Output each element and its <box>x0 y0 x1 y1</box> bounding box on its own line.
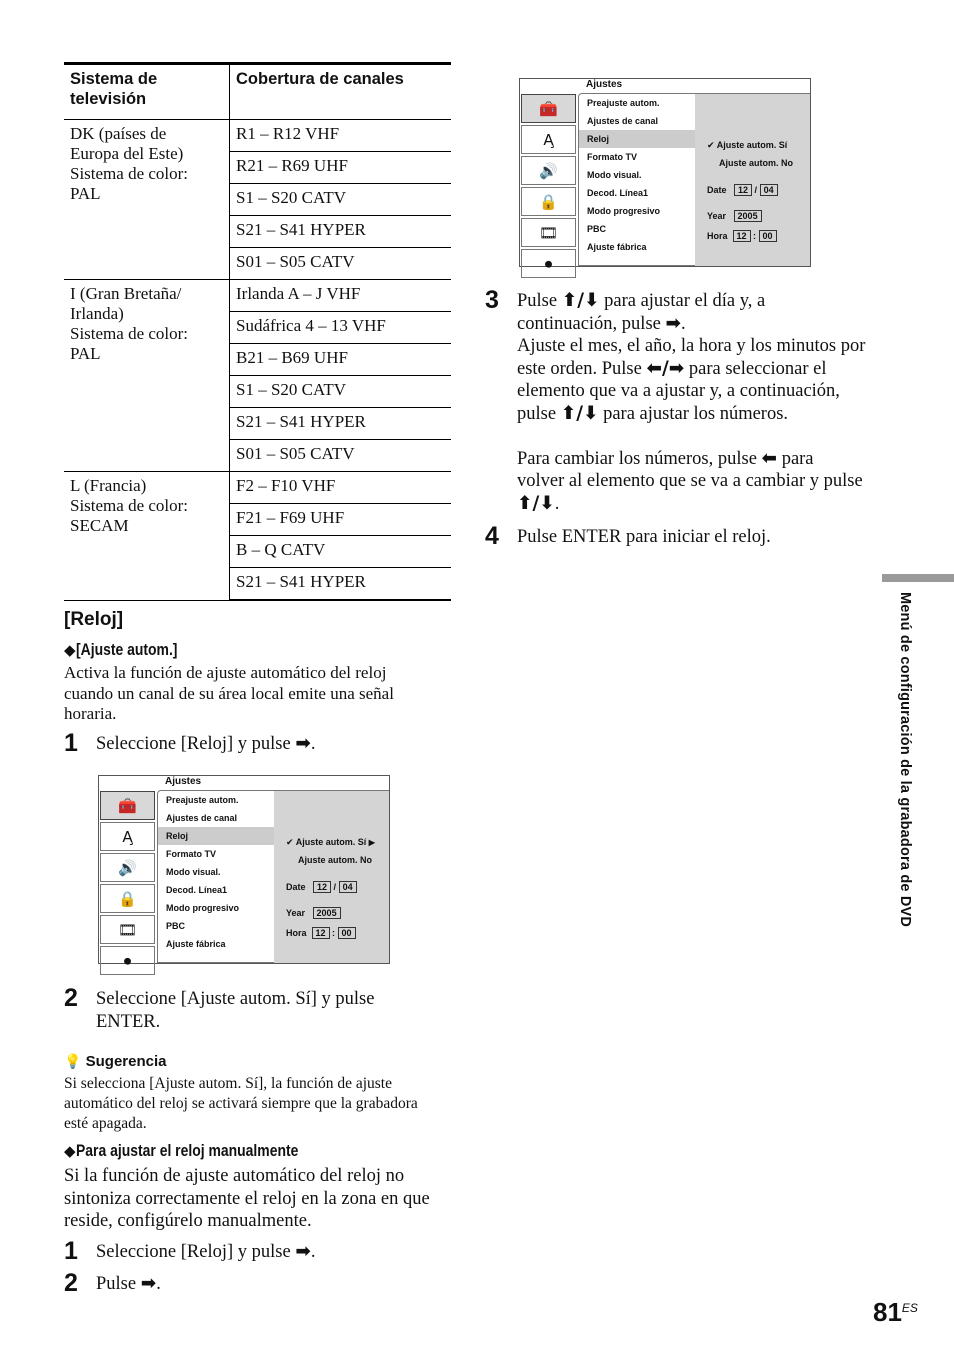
step2-text <box>96 988 374 1033</box>
arrow-right-small-icon: ▶ <box>368 838 375 847</box>
menu-item[interactable]: PBC <box>166 921 186 931</box>
option-si[interactable] <box>707 140 787 151</box>
arrow-right-icon: ➡ <box>295 1241 311 1262</box>
step-number: 1 <box>64 1237 78 1265</box>
hora-label: Hora <box>286 928 307 938</box>
arrow-right-icon: ➡ <box>140 1273 157 1294</box>
channel-cell: S1 – S20 CATV <box>230 376 452 408</box>
arrow-up-down-icon: ⬆/⬇ <box>560 402 599 424</box>
arrow-left-icon: ⬅ <box>761 447 778 469</box>
hour-field[interactable]: 12 <box>312 927 330 939</box>
text-line: Seleccione [Ajuste autom. Sí] y pulse <box>96 989 375 1009</box>
menu-item[interactable]: Modo progresivo <box>587 206 661 216</box>
text-line: elemento que va a ajustar y, a continuación, <box>517 381 840 401</box>
system-cell <box>64 280 230 472</box>
date-row: Date 12 / 04 <box>286 881 357 893</box>
menu-item[interactable]: Ajustes de canal <box>587 116 659 126</box>
table-row <box>64 280 451 312</box>
year-row <box>707 210 762 222</box>
film-icon[interactable]: 🎞 <box>521 218 576 247</box>
arrow-right-icon: ➡ <box>665 312 681 334</box>
step2b-label: Pulse <box>96 1274 141 1294</box>
disc-icon[interactable]: ⏺ <box>100 946 155 975</box>
system-line: Sistema de color: <box>70 496 189 515</box>
step1b-label: Seleccione [Reloj] y pulse <box>96 1242 296 1262</box>
text-line: volver al elemento que se va a cambiar y pulse <box>517 471 863 491</box>
subheading-manual-text: Para ajustar el reloj manualmente <box>75 1141 298 1160</box>
system-line: I (Gran Bretaña/ <box>70 284 182 303</box>
step-number: 1 <box>64 729 78 757</box>
tip-body <box>64 1074 454 1134</box>
side-tab-text: Menú de configuración de la grabadora de DVD <box>897 592 913 928</box>
settings-menu-screen <box>519 78 811 273</box>
hora-label: Hora <box>707 231 728 241</box>
option-si[interactable] <box>286 837 375 848</box>
menu-list <box>157 790 275 963</box>
step2b-text: Pulse ➡. <box>96 1273 161 1294</box>
text-line: sintoniza correctamente el reloj en la zona en que <box>64 1188 430 1209</box>
system-line: L (Francia) <box>70 476 147 495</box>
language-icon[interactable]: A̧ <box>521 125 576 154</box>
toolbox-icon[interactable]: 🧰 <box>100 791 155 820</box>
page-number-value: 81 <box>873 1297 902 1327</box>
settings-menu-screen <box>98 775 390 970</box>
menu-item[interactable]: Ajustes de canal <box>166 813 238 823</box>
system-cell <box>64 120 230 280</box>
arrow-left-right-icon: ⬅/➡ <box>646 357 685 379</box>
channel-cell: S21 – S41 HYPER <box>230 408 452 440</box>
arrow-right-icon: ➡ <box>295 733 311 754</box>
check-icon: ✔ <box>286 838 294 848</box>
subheading-manual <box>64 1141 347 1161</box>
side-tab-label <box>895 592 915 952</box>
step-number: 2 <box>64 984 78 1012</box>
speaker-icon[interactable]: 🔊 <box>100 853 155 882</box>
tip-title: Sugerencia <box>85 1053 167 1070</box>
diamond-icon: ◆ <box>64 1143 76 1160</box>
channel-cell: R21 – R69 UHF <box>230 152 452 184</box>
text-line: cuando un canal de su área local emite una señal <box>64 683 394 703</box>
hora-row: Hora 12 : 00 <box>286 927 356 939</box>
option-si-label: Ajuste autom. Sí <box>295 837 367 847</box>
step3-text: Pulse ⬆/⬇ para ajustar el día y, a continuación, pulse ➡. Ajuste el mes, el año, la hora y los minutos por este orden. Pulse ⬅/➡ para seleccionar el elemento que va a ajustar y, a continuación, pulse ⬆/⬇ para ajustar los números. Para cambiar los números, pulse ⬅ para volver al elemento que se va a cambiar y pulse ⬆/⬇. <box>517 290 877 515</box>
option-si-label: Ajuste autom. Sí <box>716 140 788 150</box>
text-fragment: pulse <box>517 403 561 424</box>
diamond-icon: ◆ <box>64 642 76 659</box>
month-field[interactable]: 04 <box>760 184 778 196</box>
date-label: Date <box>286 882 306 892</box>
system-line: Irlanda) <box>70 304 124 323</box>
channel-cell: Sudáfrica 4 – 13 VHF <box>230 312 452 344</box>
text-fragment: este orden. Pulse <box>517 358 647 379</box>
day-field[interactable]: 12 <box>734 184 752 196</box>
film-icon[interactable]: 🎞 <box>100 915 155 944</box>
table-header-channels: Cobertura de canales <box>230 64 452 120</box>
speaker-icon[interactable]: 🔊 <box>521 156 576 185</box>
lightbulb-icon: 💡 <box>64 1054 82 1070</box>
menu-item[interactable]: Preajuste autom. <box>166 795 239 805</box>
year-row <box>286 907 341 919</box>
hora-row: Hora 12 : 00 <box>707 230 777 242</box>
channel-cell: S21 – S41 HYPER <box>230 568 452 601</box>
step-number: 4 <box>485 522 499 550</box>
text-fragment: para ajustar los números. <box>598 403 789 424</box>
hour-field[interactable]: 12 <box>733 230 751 242</box>
arrow-up-down-icon: ⬆/⬇ <box>517 492 555 514</box>
ajuste-body <box>64 663 454 725</box>
channel-cell: S21 – S41 HYPER <box>230 216 452 248</box>
day-field[interactable]: 12 <box>313 881 331 893</box>
channel-cell: Irlanda A – J VHF <box>230 280 452 312</box>
menu-item[interactable]: Reloj <box>579 130 695 148</box>
language-icon[interactable]: A̧ <box>100 822 155 851</box>
text-line: Ajuste el mes, el año, la hora y los minutos por <box>517 336 866 356</box>
toolbox-icon[interactable]: 🧰 <box>521 94 576 123</box>
text-line: horaria. <box>64 704 117 723</box>
step1-label: Seleccione [Reloj] y pulse <box>96 734 296 754</box>
date-label: Date <box>707 185 727 195</box>
channel-cell: F21 – F69 UHF <box>230 504 452 536</box>
lock-icon[interactable]: 🔒 <box>521 187 576 216</box>
system-line: Sistema de color: <box>70 164 189 183</box>
system-line: PAL <box>70 344 101 363</box>
channel-table <box>64 62 451 601</box>
system-line: Sistema de color: <box>70 324 189 343</box>
section-heading-reloj: [Reloj] <box>64 609 124 630</box>
menu-icon-column <box>100 791 155 977</box>
menu-list <box>578 93 696 266</box>
text-fragment: continuación, pulse <box>517 313 666 334</box>
menu-item[interactable]: Modo visual. <box>166 867 221 877</box>
menu-item[interactable]: PBC <box>587 224 607 234</box>
text-fragment: para ajustar el día y, a <box>599 291 766 311</box>
lock-icon[interactable]: 🔒 <box>100 884 155 913</box>
channel-cell: S1 – S20 CATV <box>230 184 452 216</box>
text-line: Si selecciona [Ajuste autom. Sí], la función de ajuste <box>64 1075 392 1092</box>
system-line: DK (países de <box>70 124 167 143</box>
menu-item[interactable]: Decod. Línea1 <box>587 188 649 198</box>
menu-item[interactable]: Formato TV <box>587 152 638 162</box>
channel-cell: S01 – S05 CATV <box>230 440 452 472</box>
table-header-system: Sistema de televisión <box>64 64 230 120</box>
menu-icon-column <box>521 94 576 280</box>
menu-item[interactable]: Modo progresivo <box>166 903 240 913</box>
menu-item[interactable]: Modo visual. <box>587 170 642 180</box>
step1-text: Seleccione [Reloj] y pulse ➡. <box>96 733 316 754</box>
channel-cell: F2 – F10 VHF <box>230 472 452 504</box>
channel-cell: R1 – R12 VHF <box>230 120 452 152</box>
arrow-up-down-icon: ⬆/⬇ <box>561 290 600 311</box>
manual-body <box>64 1165 464 1233</box>
step-number: 3 <box>485 286 499 314</box>
menu-item[interactable]: Preajuste autom. <box>587 98 660 108</box>
page-number <box>873 1297 918 1328</box>
menu-title: Ajustes <box>586 79 623 90</box>
text-fragment: Para cambiar los números, pulse <box>517 448 762 469</box>
year-field[interactable]: 2005 <box>734 210 762 222</box>
system-line: SECAM <box>70 516 129 535</box>
tip-heading <box>64 1053 166 1070</box>
subheading-ajuste-text: [Ajuste autom.] <box>75 640 178 659</box>
check-icon: ✔ <box>707 141 715 151</box>
text-fragment: para <box>777 448 814 469</box>
menu-options-panel <box>695 93 810 266</box>
option-no[interactable]: Ajuste autom. No <box>298 855 373 865</box>
menu-item[interactable]: Decod. Línea1 <box>166 885 228 895</box>
table-row <box>64 472 451 504</box>
menu-options-panel <box>274 790 389 963</box>
text-line: automático del reloj se activará siempre que la grabadora <box>64 1095 418 1112</box>
side-tab-bar <box>882 574 954 582</box>
menu-title: Ajustes <box>165 776 202 787</box>
date-row: Date 12 / 04 <box>707 184 778 196</box>
year-label: Year <box>286 908 306 918</box>
menu-item[interactable]: Ajuste fábrica <box>587 242 647 252</box>
subheading-ajuste-autom <box>64 640 199 660</box>
step1b-text: Seleccione [Reloj] y pulse ➡. <box>96 1241 316 1262</box>
step4-text: Pulse ENTER para iniciar el reloj. <box>517 527 771 547</box>
menu-item[interactable]: Reloj <box>158 827 274 845</box>
text-line: reside, configúrelo manualmente. <box>64 1211 312 1231</box>
text-line: Activa la función de ajuste automático del reloj <box>64 663 387 682</box>
option-no[interactable]: Ajuste autom. No <box>719 158 794 168</box>
system-line: Europa del Este) <box>70 144 184 163</box>
year-label: Year <box>707 211 727 221</box>
channel-cell: B21 – B69 UHF <box>230 344 452 376</box>
channel-cell: S01 – S05 CATV <box>230 248 452 280</box>
menu-item[interactable]: Formato TV <box>166 849 217 859</box>
channel-cell: B – Q CATV <box>230 536 452 568</box>
month-field[interactable]: 04 <box>339 881 357 893</box>
minute-field[interactable]: 00 <box>338 927 356 939</box>
text-line: ENTER. <box>96 1011 161 1032</box>
system-cell <box>64 472 230 601</box>
disc-icon[interactable]: ⏺ <box>521 249 576 278</box>
system-line: PAL <box>70 184 101 203</box>
year-field[interactable]: 2005 <box>313 907 341 919</box>
text-fragment: para seleccionar el <box>684 358 827 379</box>
minute-field[interactable]: 00 <box>759 230 777 242</box>
text-line: esté apagada. <box>64 1115 147 1132</box>
text-line: Si la función de ajuste automático del reloj no <box>64 1166 405 1186</box>
text-fragment: Pulse <box>517 291 562 311</box>
step-number: 2 <box>64 1269 78 1297</box>
table-row <box>64 120 451 152</box>
page-number-suffix: ES <box>901 1301 918 1315</box>
menu-item[interactable]: Ajuste fábrica <box>166 939 226 949</box>
